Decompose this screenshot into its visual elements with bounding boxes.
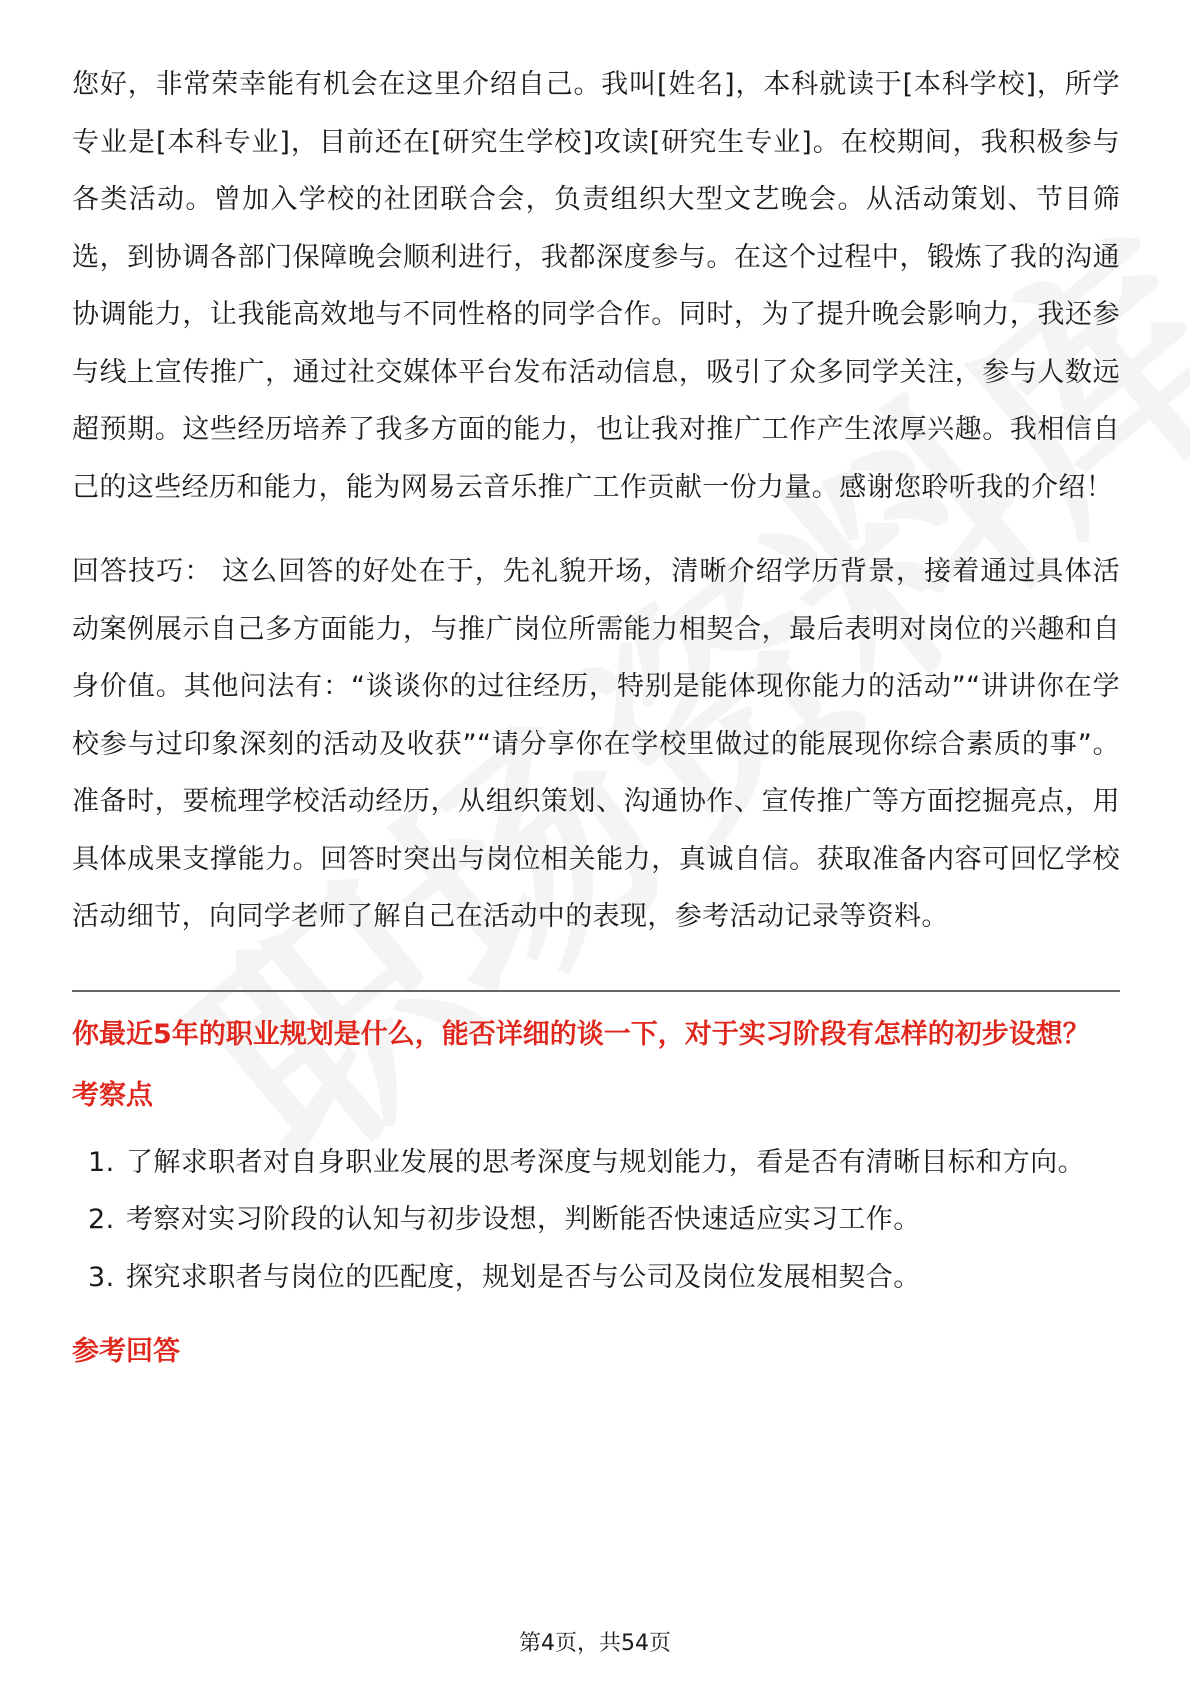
answer-paragraph: 您好，非常荣幸能有机会在这里介绍自己。我叫[姓名]，本科就读于[本科学校]，所学专业是[本科专业]，目前还在[研究生学校]攻读[研究生专业]。在校期间，我积极参与各类活动。曾加入学校的社团联合会，负责组织大型文艺晚会。从活动策划、节目筛选，到协调各部门保障晚会顺利进行，我都深度参与。在这个过程中，锻炼了我的沟通协调能力，让我能高效地与不同性格的同学合作。同时，为了提升晚会影响力，我还参与线上宣传推广，通过社交媒体平台发布活动信息，吸引了众多同学关注，参与人数远超预期。这些经历培养了我多方面的能力，也让我对推广工作产生浓厚兴趣。我相信自己的这些经历和能力，能为网易云音乐推广工作贡献一份力量。感谢您聆听我的介绍！	[72, 69, 1120, 503]
list-item-number: 1.	[88, 1146, 115, 1178]
list-item-text: 了解求职者对自身职业发展的思考深度与规划能力，看是否有清晰目标和方向。	[126, 1146, 1085, 1178]
exam-points-list	[72, 1134, 1120, 1307]
list-item	[72, 1134, 1120, 1192]
page-footer: 第4页，共54页	[519, 1631, 671, 1656]
list-item-text: 探究求职者与岗位的匹配度，规划是否与公司及岗位发展相契合。	[126, 1261, 921, 1293]
reference-answer-heading: 参考回答	[72, 1336, 180, 1367]
list-item-number: 2.	[88, 1204, 115, 1235]
question-heading: 你最近5年的职业规划是什么，能否详细的谈一下，对于实习阶段有怎样的初步设想？	[72, 1018, 1090, 1050]
list-item	[72, 1249, 1120, 1307]
tips-paragraph: 回答技巧： 这么回答的好处在于，先礼貌开场，清晰介绍学历背景，接着通过具体活动案例展示自己多方面能力，与推广岗位所需能力相契合，最后表明对岗位的兴趣和自身价值。其他问法有：“谈谈你的过往经历，特别是能体现你能力的活动”“讲讲你在学校参与过印象深刻的活动及收获”“请分享你在学校里做过的能展现你综合素质的事”。准备时，要梳理学校活动经历，从组织策划、沟通协作、宣传推广等方面挖掘亮点，用具体成果支撑能力。回答时突出与岗位相关能力，真诚自信。获取准备内容可回忆学校活动细节，向同学老师了解自己在活动中的表现，参考活动记录等资料。	[72, 556, 1120, 932]
section-divider	[72, 990, 1120, 992]
page-content	[72, 56, 1120, 1372]
list-item-number: 3.	[88, 1261, 115, 1293]
list-item-text: 考察对实习阶段的认知与初步设想，判断能否快速适应实习工作。	[126, 1204, 921, 1235]
list-item	[72, 1191, 1120, 1249]
exam-points-heading: 考察点	[72, 1079, 153, 1111]
